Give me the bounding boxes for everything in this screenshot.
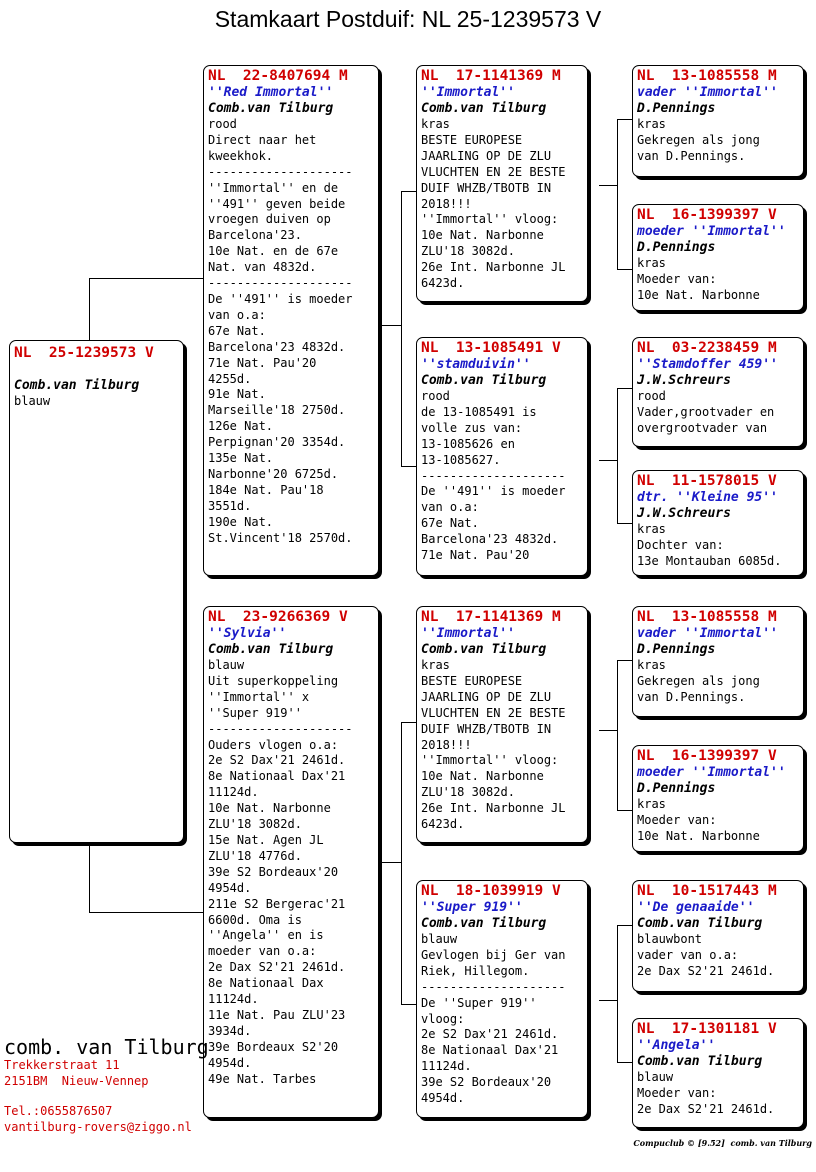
note-line: Ouders vlogen o.a:: [208, 737, 339, 752]
pigeon-card-father: [203, 65, 379, 576]
note-line: 39e Bordeaux S2'20: [208, 1039, 339, 1054]
page-title: Stamkaart Postduif: NL 25-1239573 V: [214, 6, 602, 32]
ring-number: NL 13-1085558 M: [637, 68, 777, 84]
connector-line: [617, 660, 618, 811]
owner: Comb.van Tilburg: [421, 916, 547, 931]
note-line: 67e Nat.: [421, 516, 479, 531]
connector-line: [89, 278, 204, 279]
connector-line: [401, 722, 417, 723]
note-line: 10e Nat. Narbonne: [637, 287, 760, 302]
note-line: BESTE EUROPESE: [421, 673, 523, 688]
note-line: 190e Nat.: [208, 514, 274, 529]
note-line: vloog:: [421, 1011, 465, 1026]
owner: Comb.van Tilburg: [208, 101, 334, 116]
ring-number: NL 16-1399397 V: [637, 207, 777, 223]
note-line: vroegen duiven op: [208, 212, 331, 227]
note-line: 2018!!!: [421, 737, 472, 752]
note-line: kras: [637, 522, 666, 536]
connector-line: [617, 1062, 632, 1063]
note-line: Gekregen als jong: [637, 673, 760, 688]
note-line: VLUCHTEN EN 2E BESTE: [421, 164, 566, 179]
pedigree-notes: [637, 117, 799, 165]
ring-number: NL 18-1039919 V: [421, 883, 561, 899]
pedigree-notes: [208, 658, 374, 1087]
note-line: 91e Nat.: [208, 387, 266, 402]
owner: Comb.van Tilburg: [421, 101, 547, 116]
pigeon-name: ''Red Immortal'': [208, 85, 334, 100]
note-line: ZLU'18 3082d.: [421, 244, 515, 259]
breeder-street: Trekkerstraat 11: [4, 1058, 120, 1072]
note-line: 2e S2 Dax'21 2461d.: [208, 753, 346, 768]
pedigree-notes: [421, 117, 583, 292]
note-line: 71e Nat. Pau'20: [421, 548, 530, 563]
note-line: rood: [421, 389, 450, 403]
note-line: ''Immortal'' vloog:: [421, 212, 559, 227]
note-line: 13-1085626 en: [421, 436, 515, 451]
note-line: Gekregen als jong: [637, 132, 760, 147]
ring-number: NL 22-8407694 M: [208, 68, 348, 84]
note-line: 11124d.: [421, 1059, 472, 1074]
ring-number: NL 23-9266369 V: [208, 609, 348, 625]
connector-line: [599, 460, 617, 461]
pigeon-card-fmm: [632, 470, 804, 576]
breeder-name: comb. van Tilburg: [4, 1035, 209, 1059]
pigeon-name: ''De genaaide'': [637, 900, 755, 915]
breeder-email: vantilburg-rovers@ziggo.nl: [4, 1119, 192, 1134]
pigeon-name: vader ''Immortal'': [637, 85, 778, 100]
note-line: kweekhok.: [208, 148, 274, 163]
pigeon-name: ''Super 919'': [421, 900, 523, 915]
note-line: 135e Nat.: [208, 451, 274, 466]
note-line: 4954d.: [208, 880, 252, 895]
note-line: De ''Super 919'': [421, 995, 537, 1010]
connector-line: [599, 1000, 617, 1001]
note-line: Riek, Hillegom.: [421, 963, 530, 978]
note-line: ''Angela'' en is: [208, 928, 324, 943]
connector-line: [617, 269, 632, 270]
connector-line: [617, 523, 632, 524]
note-line: JAARLING OP DE ZLU: [421, 148, 552, 163]
owner: Comb.van Tilburg: [208, 642, 334, 657]
note-line: Gevlogen bij Ger van: [421, 947, 566, 962]
note-line: ZLU'18 3082d.: [421, 785, 515, 800]
note-line: 11124d.: [208, 785, 259, 800]
ring-number: NL 17-1141369 M: [421, 68, 561, 84]
note-line: ''491'' geven beide: [208, 196, 346, 211]
note-line: 13e Montauban 6085d.: [637, 553, 782, 568]
note-line: DUIF WHZB/TBOTB IN: [421, 180, 552, 195]
connector-line: [617, 925, 618, 1063]
pedigree-notes: [637, 389, 799, 437]
note-line: kras: [637, 117, 666, 131]
note-line: 15e Nat. Agen JL: [208, 832, 324, 847]
connector-line: [89, 843, 90, 913]
note-line: 6423d.: [421, 817, 465, 832]
note-line: 4954d.: [208, 1055, 252, 1070]
ring-number: NL 17-1301181 V: [637, 1021, 777, 1037]
note-line: 10e Nat. Narbonne: [637, 828, 760, 843]
note-line: ZLU'18 4776d.: [208, 848, 302, 863]
note-line: 10e Nat. Narbonne: [208, 801, 331, 816]
pedigree-notes: [208, 117, 374, 546]
note-line: 8e Nationaal Dax'21: [421, 1043, 559, 1058]
breeder-info: [4, 1036, 209, 1135]
connector-line: [89, 278, 90, 340]
note-line: Barcelona'23 4832d.: [208, 339, 346, 354]
pigeon-card-ffm: [632, 204, 804, 311]
note-line: ''Immortal'' en de: [208, 180, 339, 195]
owner: Comb.van Tilburg: [421, 373, 547, 388]
note-line: 26e Int. Narbonne JL: [421, 801, 566, 816]
pigeon-card-fmf: [632, 337, 804, 447]
connector-line: [617, 810, 632, 811]
owner: D.Pennings: [637, 781, 716, 796]
connector-line: [617, 388, 618, 524]
note-line: 2e Dax S2'21 2461d.: [637, 963, 775, 978]
note-line: 6600d. Oma is: [208, 912, 302, 927]
note-line: blauw: [637, 1070, 674, 1084]
note-line: kras: [637, 658, 666, 672]
breeder-phone: Tel.:0655876507: [4, 1104, 113, 1118]
note-line: Narbonne'20 6725d.: [208, 466, 339, 481]
note-line: 39e S2 Bordeaux'20: [208, 864, 339, 879]
note-line: kras: [637, 797, 666, 811]
ring-number: NL 13-1085491 V: [421, 340, 561, 356]
pigeon-card-mff: [632, 606, 804, 717]
note-line: Perpignan'20 3354d.: [208, 435, 346, 450]
note-line: 4954d.: [421, 1091, 465, 1106]
note-line: 2e S2 Dax'21 2461d.: [421, 1027, 559, 1042]
note-line: van o.a:: [208, 307, 266, 322]
note-line: ZLU'18 3082d.: [208, 817, 302, 832]
note-line: rood: [208, 117, 237, 131]
note-line: 26e Int. Narbonne JL: [421, 260, 566, 275]
note-line: Moeder van:: [637, 812, 717, 827]
pigeon-card-father-mother: [416, 337, 588, 576]
note-line: 39e S2 Bordeaux'20: [421, 1075, 552, 1090]
owner: D.Pennings: [637, 642, 716, 657]
connector-line: [617, 925, 632, 926]
note-line: 211e S2 Bergerac'21: [208, 896, 346, 911]
note-line: 184e Nat. Pau'18: [208, 482, 324, 497]
note-line: --------------------: [421, 979, 566, 994]
connector-line: [617, 119, 632, 120]
note-line: Uit superkoppeling: [208, 673, 339, 688]
pigeon-name: ''stamduivin'': [421, 357, 531, 372]
note-line: moeder van o.a:: [208, 944, 317, 959]
footer-credit: Compuclub © [9.52] comb. van Tilburg: [633, 1138, 812, 1148]
note-line: kras: [421, 117, 450, 131]
connector-line: [401, 191, 417, 192]
note-line: 8e Nationaal Dax'21: [208, 769, 346, 784]
connector-line: [401, 191, 402, 467]
pedigree-notes: [637, 658, 799, 706]
note-line: Barcelona'23.: [208, 228, 302, 243]
note-line: blauw: [14, 394, 51, 408]
pedigree-notes: [421, 389, 583, 564]
pigeon-name: ''Sylvia'': [208, 626, 287, 641]
pedigree-notes: [14, 394, 179, 410]
note-line: Moeder van:: [637, 271, 717, 286]
note-line: BESTE EUROPESE: [421, 132, 523, 147]
pedigree-notes: [637, 1070, 799, 1118]
pigeon-name: ''Stamdoffer 459'': [637, 357, 778, 372]
connector-line: [599, 730, 617, 731]
note-line: 6423d.: [421, 276, 465, 291]
pigeon-name: dtr. ''Kleine 95'': [637, 490, 778, 505]
owner: J.W.Schreurs: [637, 506, 731, 521]
ring-number: NL 03-2238459 M: [637, 340, 777, 356]
breeder-city: 2151BM Nieuw-Vennep: [4, 1073, 149, 1088]
connector-line: [379, 862, 401, 863]
ring-number: NL 16-1399397 V: [637, 748, 777, 764]
note-line: van D.Pennings.: [637, 689, 746, 704]
note-line: Moeder van:: [637, 1085, 717, 1100]
owner: Comb.van Tilburg: [637, 1054, 763, 1069]
owner: Comb.van Tilburg: [14, 378, 140, 393]
note-line: Dochter van:: [637, 537, 724, 552]
note-line: kras: [421, 658, 450, 672]
connector-line: [401, 1004, 417, 1005]
note-line: kras: [637, 256, 666, 270]
pigeon-card-fff: [632, 65, 804, 177]
note-line: ''Immortal'' x: [208, 689, 310, 704]
pedigree-notes: [637, 522, 799, 570]
note-line: 10e Nat. Narbonne: [421, 769, 544, 784]
note-line: Barcelona'23 4832d.: [421, 532, 559, 547]
note-line: 71e Nat. Pau'20: [208, 355, 317, 370]
note-line: 2018!!!: [421, 196, 472, 211]
owner: D.Pennings: [637, 240, 716, 255]
owner: J.W.Schreurs: [637, 373, 731, 388]
note-line: 8e Nationaal Dax: [208, 976, 324, 991]
owner: Comb.van Tilburg: [421, 642, 547, 657]
connector-line: [401, 722, 402, 1005]
note-line: 4255d.: [208, 371, 252, 386]
note-line: De ''491'' is moeder: [421, 484, 566, 499]
note-line: 3551d.: [208, 498, 252, 513]
pigeon-card-mmf: [632, 880, 804, 992]
pigeon-card-mmm: [632, 1018, 804, 1128]
ring-number: NL 13-1085558 M: [637, 609, 777, 625]
note-line: van o.a:: [421, 500, 479, 515]
ring-number: NL 11-1578015 V: [637, 473, 777, 489]
pigeon-card-mfm: [632, 745, 804, 852]
note-line: 126e Nat.: [208, 419, 274, 434]
owner: Comb.van Tilburg: [637, 916, 763, 931]
note-line: 13-1085627.: [421, 452, 501, 467]
connector-line: [379, 325, 401, 326]
note-line: Direct naar het: [208, 132, 317, 147]
note-line: van D.Pennings.: [637, 148, 746, 163]
note-line: ''Immortal'' vloog:: [421, 753, 559, 768]
ring-number: NL 25-1239573 V: [14, 345, 154, 361]
note-line: vader van o.a:: [637, 947, 739, 962]
note-line: rood: [637, 389, 666, 403]
pedigree-notes: [637, 256, 799, 304]
note-line: 2e Dax S2'21 2461d.: [637, 1101, 775, 1116]
pigeon-card-mother-father: [416, 606, 588, 843]
note-line: blauw: [208, 658, 245, 672]
owner: D.Pennings: [637, 101, 716, 116]
pigeon-card-father-father: [416, 65, 588, 302]
note-line: 2e Dax S2'21 2461d.: [208, 960, 346, 975]
note-line: --------------------: [421, 468, 566, 483]
pigeon-card-mother: [203, 606, 379, 1118]
pigeon-name: ''Immortal'': [421, 626, 515, 641]
note-line: 10e Nat. en de 67e: [208, 244, 339, 259]
note-line: VLUCHTEN EN 2E BESTE: [421, 705, 566, 720]
note-line: --------------------: [208, 721, 353, 736]
ring-number: NL 10-1517443 M: [637, 883, 777, 899]
connector-line: [617, 119, 618, 270]
note-line: --------------------: [208, 276, 353, 291]
note-line: 10e Nat. Narbonne: [421, 228, 544, 243]
note-line: De ''491'' is moeder: [208, 291, 353, 306]
note-line: 49e Nat. Tarbes: [208, 1071, 317, 1086]
connector-line: [599, 185, 617, 186]
note-line: volle zus van:: [421, 420, 523, 435]
connector-line: [401, 466, 417, 467]
connector-line: [617, 388, 632, 389]
note-line: St.Vincent'18 2570d.: [208, 530, 353, 545]
connector-line: [89, 912, 204, 913]
note-line: blauwbont: [637, 932, 703, 946]
note-line: ''Super 919'': [208, 705, 302, 720]
pigeon-name: moeder ''Immortal'': [637, 224, 786, 239]
note-line: JAARLING OP DE ZLU: [421, 689, 552, 704]
note-line: Vader,grootvader en: [637, 404, 775, 419]
note-line: Nat. van 4832d.: [208, 260, 317, 275]
note-line: overgrootvader van: [637, 420, 768, 435]
pigeon-name: moeder ''Immortal'': [637, 765, 786, 780]
pedigree-notes: [421, 658, 583, 833]
pedigree-notes: [637, 932, 799, 980]
note-line: 11e Nat. Pau ZLU'23: [208, 1007, 346, 1022]
pigeon-name: ''Angela'': [637, 1038, 716, 1053]
note-line: 11124d.: [208, 992, 259, 1007]
note-line: de 13-1085491 is: [421, 404, 537, 419]
ring-number: NL 17-1141369 M: [421, 609, 561, 625]
note-line: 67e Nat.: [208, 323, 266, 338]
pedigree-notes: [637, 797, 799, 845]
note-line: DUIF WHZB/TBOTB IN: [421, 721, 552, 736]
note-line: 3934d.: [208, 1023, 252, 1038]
pigeon-name: ''Immortal'': [421, 85, 515, 100]
note-line: Marseille'18 2750d.: [208, 403, 346, 418]
pedigree-notes: [421, 932, 583, 1107]
connector-line: [617, 660, 632, 661]
pigeon-name: vader ''Immortal'': [637, 626, 778, 641]
note-line: blauw: [421, 932, 458, 946]
pigeon-card-mother-mother: [416, 880, 588, 1118]
pigeon-card-main: [9, 340, 184, 843]
note-line: --------------------: [208, 164, 353, 179]
